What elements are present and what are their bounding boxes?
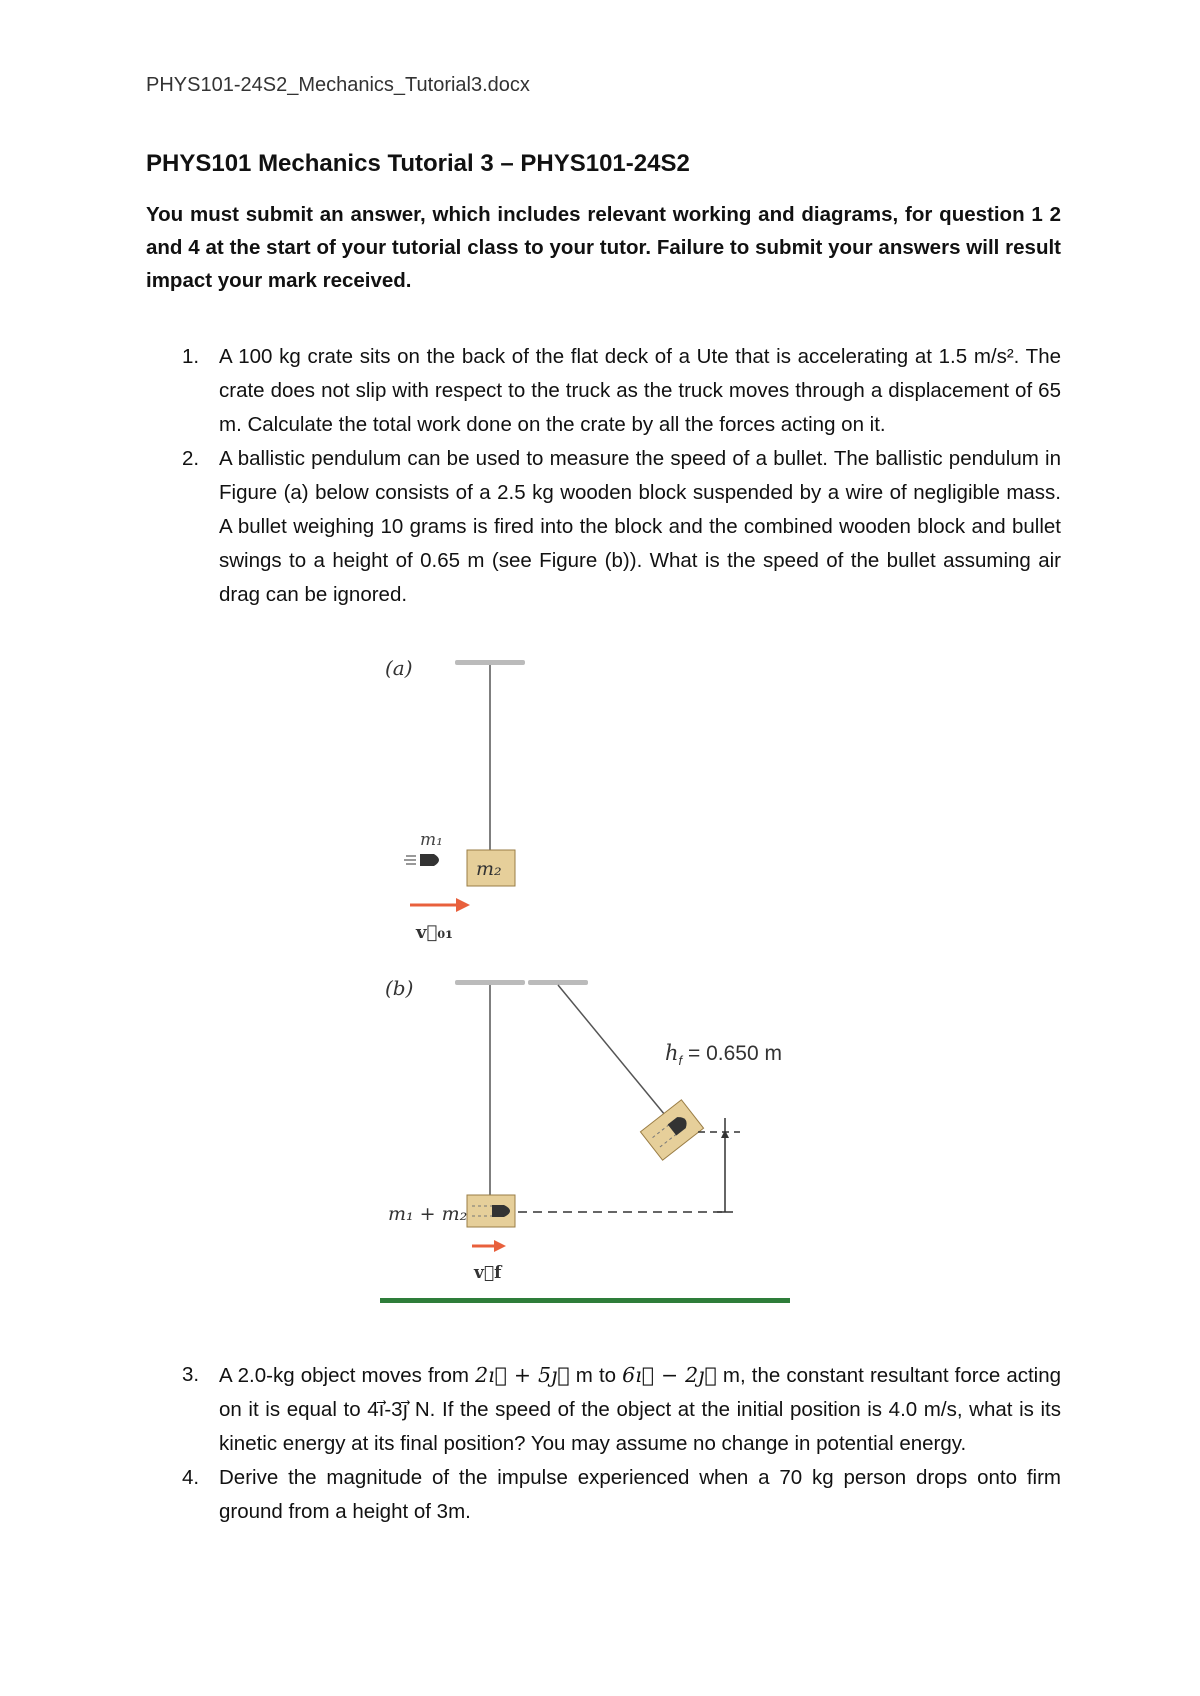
question-text-part: m, the constant resultant force acting on it is equal to 4i⃗-3j⃗ N. If the speed of the object at the initial position is 4.0 m/s, what is its kinetic energy at its final position? You may assume no change in potential energy. [219,1364,1062,1455]
final-position-vector: 6ı⃗ − 2ȷ⃗ [622,1363,717,1387]
m1-plus-m2-label: m₁ + m₂ [388,1203,468,1225]
question-number: 3. [182,1363,200,1386]
v01-label: v⃗₀₁ [416,922,454,943]
question-1 [146,340,1061,442]
m2-label: m₂ [476,858,502,880]
velocity-arrow-v01 [410,898,470,912]
height-label: $h_f = 0.650$ m [665,1041,782,1068]
question-text: Derive the magnitude of the impulse experienced when a 70 kg person drops onto firm ground from a height of 3m. [219,1466,1061,1523]
question-list-1-2 [146,340,1061,612]
question-number: 2. [182,447,200,470]
question-text-part: A 2.0-kg object moves from [219,1364,476,1387]
page-title: PHYS101 Mechanics Tutorial 3 – PHYS101-24S2 [146,150,690,177]
figure-b-label: (b) [385,976,414,1000]
velocity-arrow-vf [472,1240,506,1252]
document-filename-header: PHYS101-24S2_Mechanics_Tutorial3.docx [146,74,530,96]
vf-label: v⃗f [474,1263,502,1283]
question-text: A ballistic pendulum can be used to measure the speed of a bullet. The ballistic pendulum in Figure (a) below consists of a 2.5 kg wooden block suspended by a wire of negligible mass. A bullet weighing 10 grams is fired into the block and the combined wooden block and bullet swings to a height of 0.65 m (see Figure (b)). What is the speed of the bullet assuming air drag can be ignored. [219,447,1061,606]
question-4 [146,1461,1061,1529]
question-text-part: m to [569,1364,623,1387]
height-dimension-arrow [717,1118,733,1212]
ballistic-pendulum-figure [380,650,880,1310]
ceiling-mount-a [455,660,525,665]
pendulum-wire-b-swung [558,985,665,1115]
m1-label: m₁ [420,830,443,850]
initial-position-vector: 2ı⃗ + 5ȷ⃗ [475,1363,570,1387]
question-number: 4. [182,1466,200,1489]
ceiling-mount-b-rest [455,980,525,985]
question-number: 1. [182,345,200,368]
bullet-icon [404,854,439,866]
swung-block-with-bullet [640,1100,703,1160]
ceiling-mount-b-swung [528,980,588,985]
submission-instructions: You must submit an answer, which includes relevant working and diagrams, for question 1 2 and 4 at the start of your tutorial class to your tutor. Failure to submit your answers will result impact your mark received. [146,203,1061,292]
ground-line [380,1298,790,1303]
question-list-3-4 [146,1358,1061,1529]
question-text: A 100 kg crate sits on the back of the flat deck of a Ute that is accelerating at 1.5 m/s². The crate does not slip with respect to the truck as the truck moves through a displacement of 65 m. Calculate the total work done on the crate by all the forces acting on it. [219,345,1061,436]
question-3 [146,1358,1061,1461]
question-2 [146,442,1061,612]
figure-a-label: (a) [385,656,413,680]
